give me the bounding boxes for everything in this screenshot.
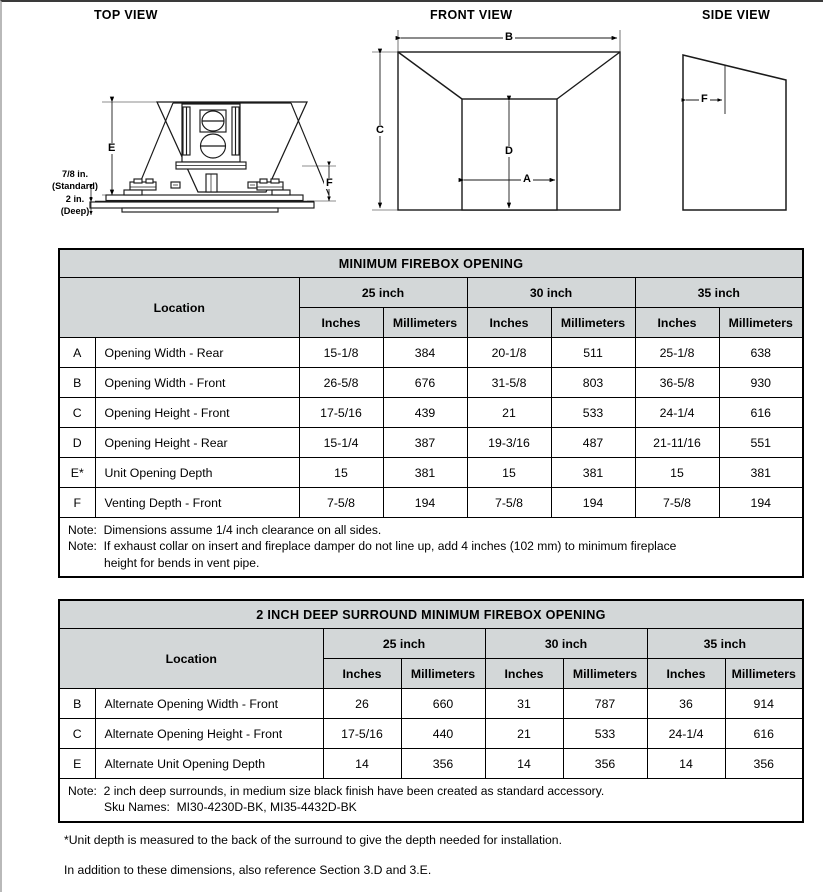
table-row [59, 428, 803, 458]
table2-note-line2: Sku Names: MI30-4230D-BK, MI35-4432D-BK [104, 800, 357, 815]
table-row [59, 749, 803, 779]
table1-notes [59, 518, 803, 578]
side-view-title: SIDE VIEW [702, 8, 771, 22]
unit-header-inches-30: Inches [485, 659, 563, 689]
size-group-35: 35 inch [647, 629, 803, 659]
cell-in25: 17-5/16 [323, 719, 401, 749]
cell-mm25: 381 [383, 458, 467, 488]
depth-note-line4: (Deep) [60, 206, 90, 217]
cell-in35: 24-1/4 [635, 398, 719, 428]
cell-mm30: 511 [551, 338, 635, 368]
cell-mm25: 356 [401, 749, 485, 779]
table2-note-line1: Note: 2 inch deep surrounds, in medium size black finish have been created as standard accessory. [68, 784, 605, 798]
dimension-label-front-a: A [523, 173, 531, 185]
front-view-title: FRONT VIEW [430, 8, 513, 22]
row-location: Opening Height - Rear [95, 428, 299, 458]
row-location: Opening Width - Front [95, 368, 299, 398]
size-group-25: 25 inch [323, 629, 485, 659]
cell-in30: 14 [485, 749, 563, 779]
dimension-label-front-b: B [505, 31, 513, 43]
cell-in25: 15-1/8 [299, 338, 383, 368]
row-location: Alternate Unit Opening Depth [95, 749, 323, 779]
cell-mm35: 551 [719, 428, 803, 458]
table-header-group-row [59, 278, 803, 308]
row-letter: B [59, 368, 95, 398]
cell-in35: 14 [647, 749, 725, 779]
dimension-label-top-f: F [326, 177, 333, 189]
cell-in30: 7-5/8 [467, 488, 551, 518]
unit-header-mm-35: Millimeters [725, 659, 803, 689]
cell-mm25: 440 [401, 719, 485, 749]
row-location: Opening Height - Front [95, 398, 299, 428]
row-letter: E [59, 749, 95, 779]
table-row [59, 689, 803, 719]
cell-in35: 24-1/4 [647, 719, 725, 749]
table-title-row [59, 249, 803, 278]
top-view-title: TOP VIEW [94, 8, 158, 22]
cell-mm35: 914 [725, 689, 803, 719]
table1-note-1: Note: Dimensions assume 1/4 inch clearance on all sides. [68, 523, 382, 537]
cell-in30: 31 [485, 689, 563, 719]
table-header-group-row [59, 629, 803, 659]
row-letter: B [59, 689, 95, 719]
unit-header-mm-30: Millimeters [551, 308, 635, 338]
depth-note-line2: (Standard) [52, 181, 98, 192]
footnote-unit-depth: *Unit depth is measured to the back of the surround to give the depth needed for installation. [64, 833, 562, 847]
cell-mm35: 616 [725, 719, 803, 749]
table-row [59, 458, 803, 488]
depth-note-line3: 2 in. [65, 193, 85, 204]
table-row [59, 719, 803, 749]
row-location: Unit Opening Depth [95, 458, 299, 488]
unit-header-mm-25: Millimeters [383, 308, 467, 338]
cell-in30: 19-3/16 [467, 428, 551, 458]
cell-mm30: 803 [551, 368, 635, 398]
row-location: Opening Width - Rear [95, 338, 299, 368]
table2-notes [59, 779, 803, 822]
cell-in35: 15 [635, 458, 719, 488]
side-view-drawing [683, 55, 786, 210]
cell-in30: 31-5/8 [467, 368, 551, 398]
cell-in35: 21-11/16 [635, 428, 719, 458]
table1-note-2-line2: height for bends in vent pipe. [104, 555, 260, 570]
unit-header-inches-35: Inches [635, 308, 719, 338]
table1-note-2-line1: Note: If exhaust collar on insert and fireplace damper do not line up, add 4 inches (102 mm) to minimum fireplace [68, 539, 677, 554]
minimum-firebox-opening-table [58, 248, 804, 578]
cell-in35: 7-5/8 [635, 488, 719, 518]
table1-notes-row [59, 518, 803, 578]
cell-mm30: 487 [551, 428, 635, 458]
cell-mm30: 194 [551, 488, 635, 518]
cell-in25: 15 [299, 458, 383, 488]
cell-mm35: 381 [719, 458, 803, 488]
size-group-30: 30 inch [485, 629, 647, 659]
cell-in30: 20-1/8 [467, 338, 551, 368]
table-row [59, 368, 803, 398]
row-letter: D [59, 428, 95, 458]
cell-mm30: 533 [563, 719, 647, 749]
table2-title: 2 INCH DEEP SURROUND MINIMUM FIREBOX OPENING [59, 600, 803, 629]
top-view-drawing [90, 102, 336, 215]
unit-header-inches-25: Inches [299, 308, 383, 338]
table-title-row [59, 600, 803, 629]
depth-note-line1: 7/8 in. [61, 169, 89, 179]
dimension-label-top-e: E [108, 142, 116, 154]
cell-in25: 7-5/8 [299, 488, 383, 518]
cell-mm35: 616 [719, 398, 803, 428]
cell-in25: 26-5/8 [299, 368, 383, 398]
cell-mm25: 660 [401, 689, 485, 719]
footnote-reference: In addition to these dimensions, also reference Section 3.D and 3.E. [64, 863, 432, 877]
drawings-panel [2, 2, 823, 240]
cell-in25: 15-1/4 [299, 428, 383, 458]
size-group-30: 30 inch [467, 278, 635, 308]
row-letter: C [59, 398, 95, 428]
unit-header-inches-25: Inches [323, 659, 401, 689]
cell-in30: 21 [485, 719, 563, 749]
row-location: Alternate Opening Height - Front [95, 719, 323, 749]
table-row [59, 338, 803, 368]
table-row [59, 488, 803, 518]
cell-in25: 14 [323, 749, 401, 779]
size-group-25: 25 inch [299, 278, 467, 308]
cell-in25: 17-5/16 [299, 398, 383, 428]
dimension-label-side-f: F [701, 93, 708, 105]
table2-notes-row [59, 779, 803, 822]
cell-mm25: 439 [383, 398, 467, 428]
cell-in30: 15 [467, 458, 551, 488]
cell-mm25: 676 [383, 368, 467, 398]
cell-mm30: 381 [551, 458, 635, 488]
dimension-label-front-d: D [505, 145, 513, 157]
row-letter: C [59, 719, 95, 749]
unit-header-mm-25: Millimeters [401, 659, 485, 689]
location-header: Location [59, 278, 299, 338]
unit-header-mm-35: Millimeters [719, 308, 803, 338]
deep-surround-firebox-opening-table [58, 599, 804, 823]
cell-in30: 21 [467, 398, 551, 428]
table-row [59, 398, 803, 428]
cell-in35: 36-5/8 [635, 368, 719, 398]
cell-mm35: 638 [719, 338, 803, 368]
technical-drawings-svg [2, 2, 823, 240]
dimension-label-front-c: C [376, 124, 384, 136]
cell-mm35: 194 [719, 488, 803, 518]
size-group-35: 35 inch [635, 278, 803, 308]
unit-header-mm-30: Millimeters [563, 659, 647, 689]
cell-mm30: 787 [563, 689, 647, 719]
cell-mm25: 387 [383, 428, 467, 458]
cell-mm30: 533 [551, 398, 635, 428]
row-letter: A [59, 338, 95, 368]
cell-mm25: 384 [383, 338, 467, 368]
cell-mm30: 356 [563, 749, 647, 779]
row-letter: E* [59, 458, 95, 488]
location-header: Location [59, 629, 323, 689]
cell-mm35: 930 [719, 368, 803, 398]
cell-in35: 36 [647, 689, 725, 719]
unit-header-inches-35: Inches [647, 659, 725, 689]
cell-mm25: 194 [383, 488, 467, 518]
row-letter: F [59, 488, 95, 518]
table1-title: MINIMUM FIREBOX OPENING [59, 249, 803, 278]
row-location: Venting Depth - Front [95, 488, 299, 518]
row-location: Alternate Opening Width - Front [95, 689, 323, 719]
cell-mm35: 356 [725, 749, 803, 779]
surround-depth-note [36, 168, 114, 218]
unit-header-inches-30: Inches [467, 308, 551, 338]
cell-in25: 26 [323, 689, 401, 719]
front-view-drawing [372, 30, 620, 210]
cell-in35: 25-1/8 [635, 338, 719, 368]
